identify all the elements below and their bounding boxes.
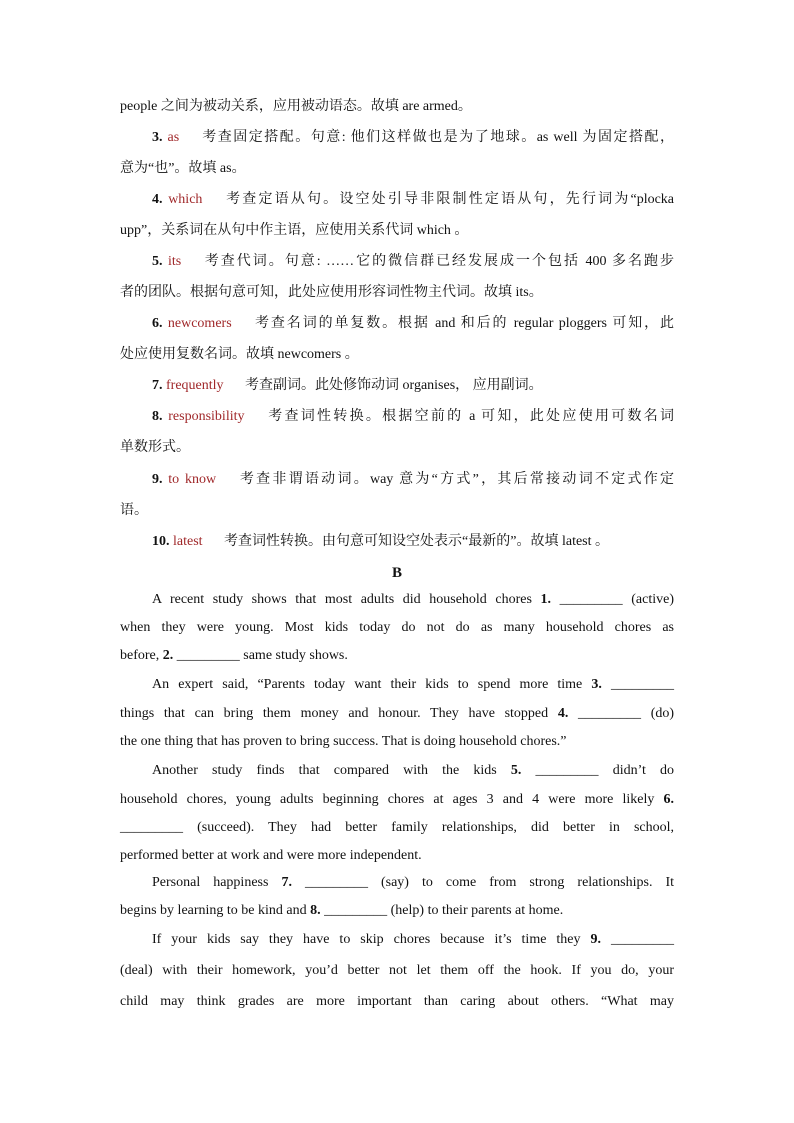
- explanation-item-5-cont: 者的团队。根据句意可知，此处应使用形容词性物主代词。故填 its。: [120, 285, 543, 300]
- passage-line: An expert said, “Parents today want their kids to spend more time 3. _________: [152, 677, 674, 692]
- passage-line: _________ (succeed). They had better family relationships, did better in school,: [120, 820, 675, 835]
- explanation-item-8-cont: 单数形式。: [120, 440, 190, 455]
- explanation-item-7: 7. frequently 考查副词。此处修饰动词 organises， 应用副词。: [152, 378, 543, 393]
- answer-10: latest: [173, 534, 203, 549]
- answer-4: which: [168, 192, 203, 207]
- explanation-item-3: 3. as 考查固定搭配。句意: 他们这样做也是为了地球。as well 为固定搭配，: [152, 130, 675, 145]
- passage-line: the one thing that has proven to bring success. That is doing household chores.”: [120, 734, 567, 749]
- passage-line: household chores, young adults beginning chores at ages 3 and 4 were more likely 6.: [120, 792, 675, 807]
- blank-3: _________: [611, 677, 674, 692]
- explanation-item-3-cont: 意为“也”。故填 as。: [120, 161, 246, 176]
- blank-4: _________: [578, 706, 642, 721]
- answer-8: responsibility: [168, 409, 245, 424]
- blank-8: _________: [324, 903, 388, 918]
- answer-9: to know: [168, 472, 217, 487]
- passage-line: when they were young. Most kids today do not do as many household chores as: [120, 620, 674, 635]
- passage-line: before, 2. _________ same study shows.: [120, 648, 348, 663]
- passage-line: Another study finds that compared with the kids 5. _________ didn’t do: [152, 763, 675, 778]
- passage-line: child may think grades are more important than caring about others. “What may: [120, 994, 674, 1009]
- passage-line: (deal) with their homework, you’d better not let them off the hook. If you do, your: [120, 963, 674, 978]
- answer-3: as: [167, 130, 180, 145]
- blank-2: _________: [176, 648, 240, 663]
- explanation-item-9-cont: 语。: [120, 503, 148, 518]
- explanation-item-4: 4. which 考查定语从句。设空处引导非限制性定语从句，先行词为“plocka: [152, 192, 675, 207]
- answer-7: frequently: [166, 378, 224, 393]
- blank-6: _________: [120, 820, 183, 835]
- explanation-item-9: 9. to know 考查非谓语动词。way 意为“方式”，其后常接动词不定式作定: [152, 472, 675, 487]
- explanation-item-8: 8. responsibility 考查词性转换。根据空前的 a 可知，此处应使用可数名词: [152, 409, 675, 424]
- answer-5: its: [168, 254, 182, 269]
- blank-7: _________: [304, 875, 368, 890]
- passage-line: things that can bring them money and honour. They have stopped 4. _________ (do): [120, 706, 675, 721]
- answer-6: newcomers: [167, 316, 232, 331]
- explanation-item-10: 10. latest 考查词性转换。由句意可知设空处表示“最新的”。故填 latest 。: [152, 534, 610, 549]
- explanation-item-6-cont: 处应使用复数名词。故填 newcomers 。: [120, 347, 359, 362]
- explanation-item-4-cont: upp”，关系词在从句中作主语，应使用关系代词 which 。: [120, 223, 469, 238]
- blank-9: _________: [611, 932, 675, 947]
- explanation-item-6: 6. newcomers 考查名词的单复数。根据 and 和后的 regular ploggers 可知，此: [152, 316, 675, 331]
- blank-5: _________: [535, 763, 599, 778]
- explanation-item-5: 5. its 考查代词。句意: ……它的微信群已经发展成一个包括 400 多名跑步: [152, 254, 675, 269]
- blank-1: _________: [559, 592, 623, 607]
- passage-line: A recent study shows that most adults did household chores 1. _________ (active): [152, 592, 675, 607]
- passage-line: begins by learning to be kind and 8. _________ (help) to their parents at home.: [120, 903, 564, 918]
- passage-line: performed better at work and were more independent.: [120, 848, 422, 863]
- passage-line: Personal happiness 7. _________ (say) to come from strong relationships. It: [152, 875, 675, 890]
- passage-line: If your kids say they have to skip chores because it’s time they 9. _________: [152, 932, 675, 947]
- explanation-continuation: people 之间为被动关系，应用被动语态。故填 are armed。: [120, 99, 472, 114]
- section-b-heading: B: [391, 565, 402, 581]
